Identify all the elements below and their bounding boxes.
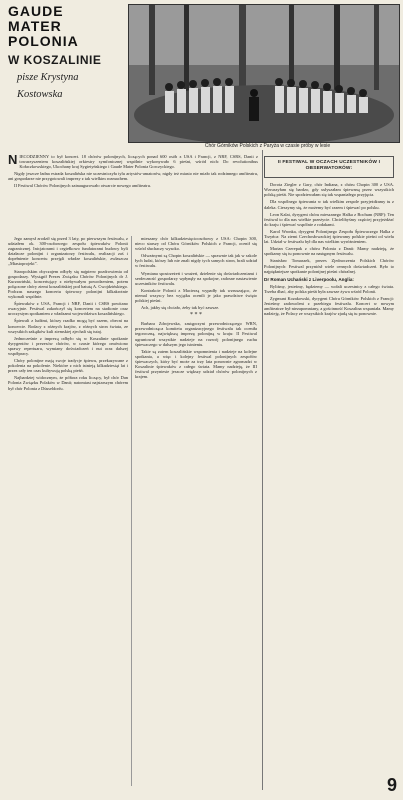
col2-paragraph-3: Wymiana spostrzeżeń i wrażeń, dzielenie się doświadczeniami i serdeczność gospodarzy wpłynęły na spokojne, radosne nastawienie uczestników festiwalu. xyxy=(135,270,257,286)
lead-paragraph-2: Nigdy jeszcze ładna estrada koszalińska nie uczestniczyła tylu artystów-amatorów, nigdy też miasto nie miało tak rodzinnego amfiteatru, ani gospodarze nie przygotowali imprezy z tak wielkim rozmachem. xyxy=(8,171,258,182)
sidebar-subhead: Dr Roman Uchański z Liverpoolu, Anglia: xyxy=(264,276,354,282)
col2-paragraph-1: mieszany chór kilkudziesięcioosobowy z USA: Chopin 300, nieco starszy od Chóru Górników Polskich z Francji, ocenił się wśród słuchaczy wysoko. xyxy=(135,236,257,252)
section-separator: * * * xyxy=(190,312,202,319)
sidebar-paragraph-8: Zygmunt Kozakowski, dyrygent Chóru Górników Polskich z Francji: Jesteśmy zadowoleni z przebiegu festiwalu. Koncert w nowym amfiteatrze był niezapomniany, a gościnność Koszalina wspaniała. Mamy nadzieję, że Polacy ze wszystkich krajów zjadą się tu ponownie. xyxy=(264,295,394,317)
col1-paragraph-4: Śpiewali z ludźmi, którzy rzadko mogą być razem, obecni na koncercie. Rodacy z różnych krajów, z różnych stron świata, ze wszystkich zakątków kuli ziemskiej zjechali się tutaj. xyxy=(8,318,128,334)
sidebar-heading-box xyxy=(264,156,394,178)
page-number: 9 xyxy=(386,775,397,795)
text-column-1 xyxy=(8,236,128,393)
title-line-2: MATER xyxy=(8,18,62,34)
text-column-2 xyxy=(135,236,257,381)
col1-paragraph-7: Najbardziej widocznym, że półtora roku liczący, był chór Dan Polonia Związku Polaków w Danii; natomiast najstarszym chórem był chór Polonia z Düsseldorfu. xyxy=(8,375,128,391)
article-title-block xyxy=(5,4,127,153)
col2-paragraph-4: Kontrakcie Polonii z Macierzą wypadły tak wzruszająco, że niemal wszyscy bez wyjątku ocenili je jako prawdziwe święto polskiej pieśni. xyxy=(135,287,257,304)
sidebar-paragraph-6: Stanisław Tomaszek, prezes Zjednoczenia Polskich Chórów Polonijnych: Festiwal przyniósł wiele cennych doświadczeń. Było to najpiękniejsze spotkanie polonijnej pieśni chóralnej. xyxy=(264,258,394,274)
col1-paragraph-3: Śpiewaków z USA, Francji i NRF, Danii i CSRS powitano owacyjnie. Festiwal zakończył się koncertem na stadionie oraz uroczystym spotkaniem z władzami województwa koszalińskiego. xyxy=(8,301,128,317)
col2-paragraph-5: Ach, jakby się chciało, żeby tak być zawsze. xyxy=(141,305,220,311)
sidebar-paragraph-3: Leon Kalat, dyrygent chóru mieszanego Halka z Bochum (NRF): Ten festiwal to dla nas wielkie przeżycie. Chcielibyśmy częściej przyjeżdżać do kraju i śpiewać wspólnie z rodakami. xyxy=(264,211,394,227)
col1-paragraph-5: Jednocześnie z imprezą odbyło się w Koszalinie spotkanie dyrygentów i prezesów chórów, w czasie którego omówiono sprawy repertuaru, wymiany doświadczeń i nut oraz dalszej współpracy. xyxy=(8,335,128,356)
choir-photo xyxy=(128,4,400,143)
lead-text-1: IECODZIENNY to był koncert. 18 chórów polonijnych, liczących ponad 600 osób z USA i Francji, z NRF, CSRS, Danii z towarzyszeniem koszalińskiej orkiestry symfonicznej wspólnie wykonywało 6 pieśni, wśród nich: Do revolutionibus Kołaczkowskiego, Ukochany kraj Sygietyńskiego i Gaude Mater Polonia Gorczyckiego. xyxy=(19,154,258,170)
sidebar-paragraph-1: Dorota Ziegler z Gary, chór Indiana, z chóru Chopin 300 z USA. Wzruszyłam się bardzo, gdy usłyszałam śpiewaną przez wszystkich polską pieśń. Nie spodziewałam się tak wspaniałego przyjęcia. xyxy=(264,182,394,198)
forest-choir-image xyxy=(129,5,399,142)
col2-paragraph-2: Odważnymi są Chopin koszalińskie — sprawnie tak jak w szkole łych ludzi, którzy lub nie znali nigdy tych samych stron, brali udział w festiwalu. xyxy=(135,253,257,269)
sidebar-paragraph-5: Marian Czerepak z chóru Polonia z Danii: Mamy nadzieję, że spotkamy się tu ponownie na następnym festiwalu. xyxy=(264,246,394,257)
col2-paragraph-7: Takie są zatem koszalińskie wspomnienia i nadzieje na kolejne spotkania, a więc i kolejny festiwal polonijnych zespołów śpiewaczych, który być może za trzy lata ponownie zgromadzi w Koszalinie śpiewaków z całego świata. Mamy nadzieję, że III festiwal przyniesie jeszcze większy udział chórów polonijnych z krajem. xyxy=(135,348,257,380)
title-line-1: GAUDE xyxy=(8,3,64,19)
photo-caption: Chór Górników Polskich z Paryża w czasie próby w lesie xyxy=(204,143,331,149)
col1-paragraph-1: Jego zamysł zrodził się przed 3 laty, po pierwszym festiwalu, z udziałem ok. 300-osobowego zespołu śpiewaków Polonii zagranicznej. Inicjatorami i cegiełkowo fundatorami budowy byli działacze polonijni i organizatorzy festiwalu, realizacji zaś i dopełnienie koncertu przejęli władze koszalińskie, zwłaszcza „Miastoprojekt”. xyxy=(8,236,128,267)
article-subtitle: W KOSZALINIE xyxy=(8,53,102,67)
col1-paragraph-2: Staropolskim obyczajem odbyły się najpierw pozdrowienia od gospodarzy. Wystąpił Prezes Związku Chórów Polonijnych dr J. Kurzawiński, koncertujący z niebywałym powodzeniem, potem połączone chóry ziemi koszalińskiej pod batutą A. Cwojdzińskiego. Podczas naszego koncertu śpiewacy polonijni kilkakrotnie wykonali wspólnie. xyxy=(8,268,128,300)
drop-cap: N xyxy=(8,152,18,167)
title-line-3: POLONIA xyxy=(8,33,79,49)
col1-paragraph-6: Chóry polonijne mają swoje tradycje śpiewu, przekazywane z pokolenia na pokolenie. Niektóre z nich istnieją kilkadziesiąt lat i przez cały ten czas kultywują polską pieśń. xyxy=(8,358,128,374)
sidebar-paragraph-7: Byliśmy, jesteśmy, będziemy — wołali uczestnicy z całego świata. Trzeba dbać, aby polska pieśń była zawsze żywa wśród Polonii. xyxy=(264,283,394,294)
sidebar-column xyxy=(264,154,394,318)
sidebar-paragraph-4: Karol Wronka, dyrygent Polonijnego Zespołu Śpiewaczego Halka z Trzyńca: Na ziemi Czechosłowackiej śpiewamy polskie pieśni od wielu lat. Udział w festiwalu był dla nas wielkim wyróżnieniem. xyxy=(264,228,394,245)
byline-line-1: pisze Krystyna xyxy=(17,72,79,83)
lead-paragraph-3: II Festiwal Chórów Polonijnych zainaugurowało otwarcie nowego amfiteatru. xyxy=(14,183,152,189)
col2-paragraph-6: Barbara Zdrojewska, zastępczyni przewodniczącego WRN, przewodnicząca komitetu organizacyjnego festiwalu tak oceniła tegoroczną, największą imprezę polonijną w kraju: II Festiwal ugruntował wszystkie nadzieje na rozwój polonijnego ruchu śpiewaczego w dalszym jego istnieniu. xyxy=(135,321,257,347)
lead-paragraphs xyxy=(8,154,258,191)
byline-line-2: Kostowska xyxy=(17,89,63,100)
sidebar-paragraph-2: Dla wspólnego śpiewania w tak wielkim zespole przyjeżdżamy tu z daleka. Cieszymy się, że możemy być razem i śpiewać po polsku. xyxy=(264,199,394,210)
lead-paragraph-1 xyxy=(8,154,258,169)
sidebar-heading: II FESTIWAL W OCZACH UCZESTNIKÓW I OBSERWATORÓW: xyxy=(277,160,381,171)
column-divider-1 xyxy=(131,236,132,786)
